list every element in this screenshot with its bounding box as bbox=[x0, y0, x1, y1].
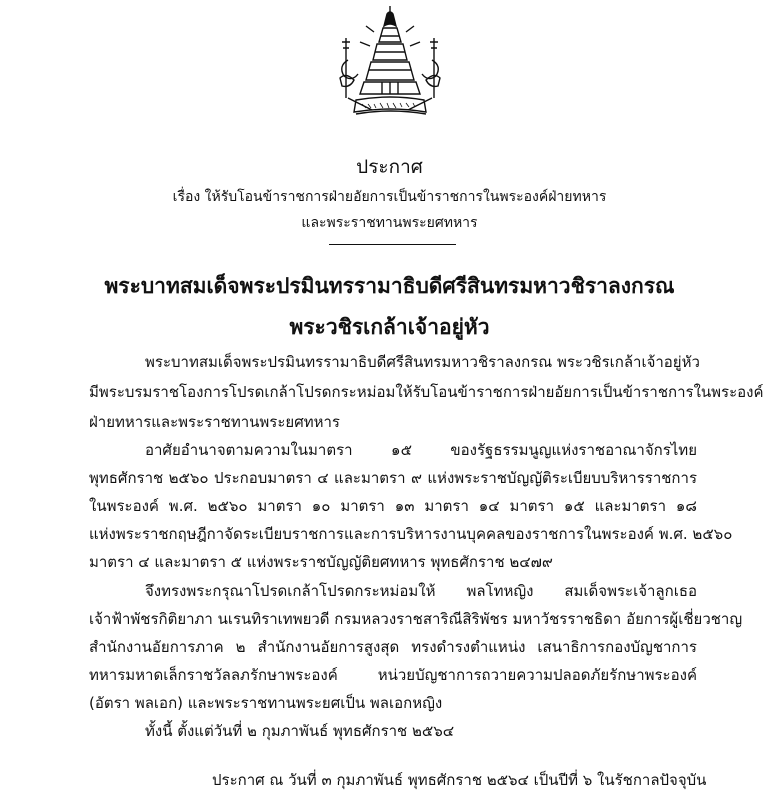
body-line: ทั้งนี้ ตั้งแต่วันที่ ๒ กุมภาพันธ์ พุทธศักราช ๒๕๖๔ bbox=[145, 722, 455, 740]
royal-title-line-1: พระบาทสมเด็จพระปรมินทรรามาธิบดีศรีสินทรมหาวชิราลงกรณ bbox=[104, 274, 675, 298]
body-line: พระบาทสมเด็จพระปรมินทรรามาธิบดีศรีสินทรมหาวชิราลงกรณ พระวชิรเกล้าเจ้าอยู่หัว bbox=[145, 353, 700, 371]
body-line: ในพระองค์ พ.ศ. ๒๕๖๐ มาตรา ๑๐ มาตรา ๑๓ มาตรา ๑๔ มาตรา ๑๕ และมาตรา ๑๘ bbox=[89, 497, 697, 515]
royal-title-line-2: พระวชิรเกล้าเจ้าอยู่หัว bbox=[289, 315, 490, 339]
announcement-title: ประกาศ bbox=[356, 156, 423, 178]
body-line: (อัตรา พลเอก) และพระราชทานพระยศเป็น พลเอกหญิง bbox=[89, 694, 443, 712]
body-line: พุทธศักราช ๒๕๖๐ ประกอบมาตรา ๔ และมาตรา ๙ แห่งพระราชบัญญัติระเบียบบริหารราชการ bbox=[89, 469, 697, 487]
body-line: ฝ่ายทหารและพระราชทานพระยศทหาร bbox=[89, 413, 340, 431]
royal-seal-crown-emblem-icon bbox=[334, 2, 446, 126]
subject-line-1: เรื่อง ให้รับโอนข้าราชการฝ่ายอัยการเป็นข้าราชการในพระองค์ฝ่ายทหาร bbox=[172, 189, 607, 205]
body-line: จึงทรงพระกรุณาโปรดเกล้าโปรดกระหม่อมให้ พลโทหญิง สมเด็จพระเจ้าลูกเธอ bbox=[145, 582, 697, 600]
subject-line-2: และพระราชทานพระยศทหาร bbox=[301, 215, 478, 231]
body-line: สำนักงานอัยการภาค ๒ สำนักงานอัยการสูงสุด ทรงดำรงตำแหน่ง เสนาธิการกองบัญชาการ bbox=[89, 638, 697, 656]
announcement-date-line: ประกาศ ณ วันที่ ๓ กุมภาพันธ์ พุทธศักราช ๒๕๖๔ เป็นปีที่ ๖ ในรัชกาลปัจจุบัน bbox=[212, 771, 707, 789]
body-line: เจ้าฟ้าพัชรกิติยาภา นเรนทิราเทพยวดี กรมหลวงราชสาริณีสิริพัชร มหาวัชรราชธิดา อัยการผู้เชี่ยวชาญ bbox=[89, 610, 743, 628]
body-line: ทหารมหาดเล็กราชวัลลภรักษาพระองค์ หน่วยบัญชาการถวายความปลอดภัยรักษาพระองค์ bbox=[89, 666, 697, 684]
body-line: มาตรา ๔ และมาตรา ๕ แห่งพระราชบัญญัติยศทหาร พุทธศักราช ๒๔๗๙ bbox=[89, 553, 553, 571]
body-line: มีพระบรมราชโองการโปรดเกล้าโปรดกระหม่อมให้รับโอนข้าราชการฝ่ายอัยการเป็นข้าราชการในพระองค์ bbox=[89, 383, 764, 401]
body-line: แห่งพระราชกฤษฎีกาจัดระเบียบราชการและการบริหารงานบุคคลของราชการในพระองค์ พ.ศ. ๒๕๖๐ bbox=[89, 525, 733, 543]
divider bbox=[329, 244, 456, 245]
body-line: อาศัยอำนาจตามความในมาตรา ๑๕ ของรัฐธรรมนูญแห่งราชอาณาจักรไทย bbox=[145, 441, 697, 459]
